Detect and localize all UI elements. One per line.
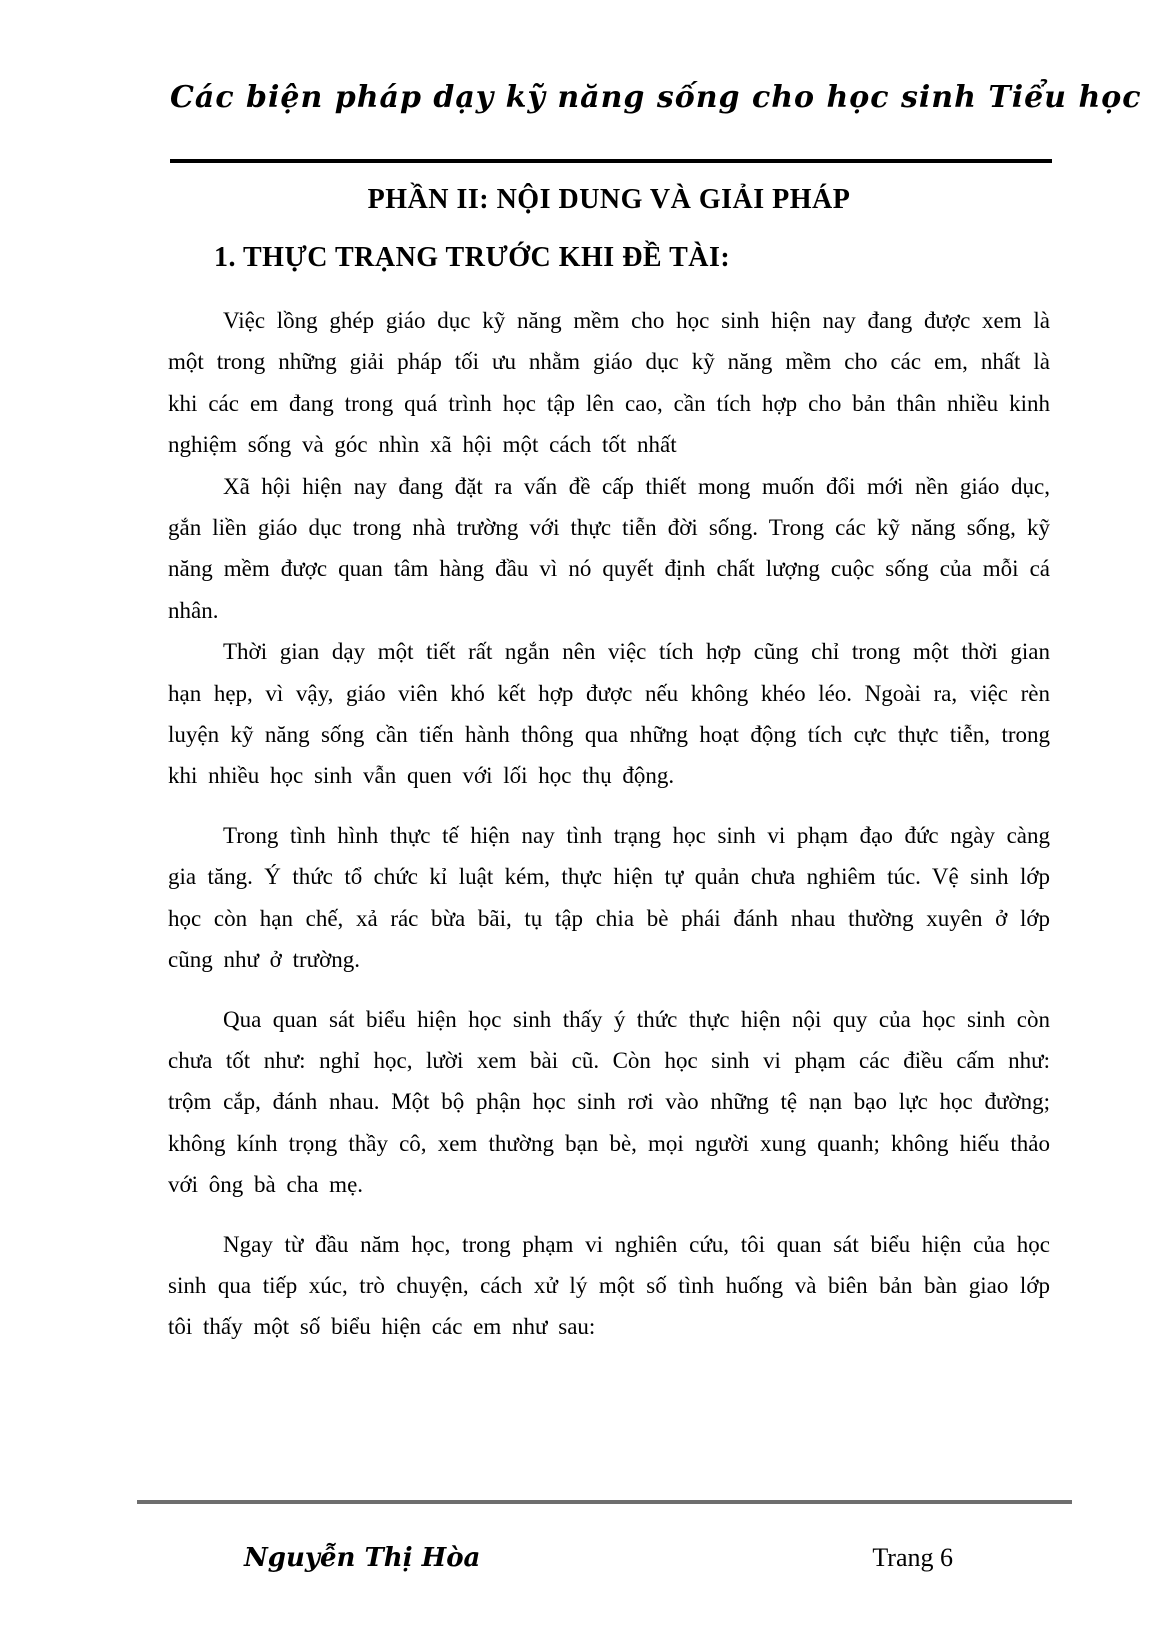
- body-paragraph: Việc lồng ghép giáo dục kỹ năng mềm cho học sinh hiện nay đang được xem là một trong những giải pháp tối ưu nhằm giáo dục kỹ năng mềm cho các em, nhất là khi các em đang trong quá trình học tập lên cao, cần tích hợp cho bản thân nhiều kinh nghiệm sống và góc nhìn xã hội một cách tốt nhất: [168, 308, 1050, 458]
- header-divider: [170, 159, 1052, 163]
- body-paragraph: Ngay từ đầu năm học, trong phạm vi nghiên cứu, tôi quan sát biểu hiện của học sinh qua tiếp xúc, trò chuyện, cách xử lý một số tình huống và biên bản bàn giao lớp tôi thấy một số biểu hiện các em như sau:: [168, 1231, 1050, 1340]
- body-paragraph: Thời gian dạy một tiết rất ngắn nên việc tích hợp cũng chỉ trong một thời gian hạn hẹp, vì vậy, giáo viên khó kết hợp được nếu không khéo léo. Ngoài ra, việc rèn luyện kỹ năng sống cần tiến hành thông qua những hoạt động tích cực thực tiễn, trong khi nhiều học sinh vẫn quen với lối học thụ động.: [168, 639, 1050, 789]
- page-footer: [168, 1543, 1050, 1573]
- document-body: [168, 176, 1050, 1348]
- footer-page-number: Trang 6: [872, 1543, 953, 1572]
- section-heading: 1. THỰC TRẠNG TRƯỚC KHI ĐỀ TÀI:: [214, 242, 731, 273]
- body-paragraph: Xã hội hiện nay đang đặt ra vấn đề cấp thiết mong muốn đổi mới nền giáo dục, gắn liền giáo dục trong nhà trường với thực tiễn đời sống. Trong các kỹ năng sống, kỹ năng mềm được quan tâm hàng đầu vì nó quyết định chất lượng cuộc sống của mỗi cá nhân.: [168, 473, 1050, 623]
- body-paragraph: Qua quan sát biểu hiện học sinh thấy ý thức thực hiện nội quy của học sinh còn chưa tốt như: nghỉ học, lười xem bài cũ. Còn học sinh vi phạm các điều cấm như: trộm cắp, đánh nhau. Một bộ phận học sinh rơi vào những tệ nạn bạo lực học đường; không kính trọng thầy cô, xem thường bạn bè, mọi người xung quanh; không hiếu thảo với ông bà cha mẹ.: [168, 1006, 1050, 1198]
- footer-divider: [137, 1500, 1072, 1504]
- part-title: PHẦN II: NỘI DUNG VÀ GIẢI PHÁP: [367, 184, 851, 215]
- footer-author: Nguyễn Thị Hòa: [244, 1543, 481, 1573]
- body-paragraph: Trong tình hình thực tế hiện nay tình trạng học sinh vi phạm đạo đức ngày càng gia tăng. Ý thức tổ chức kỉ luật kém, thực hiện tự quản chưa nghiêm túc. Vệ sinh lớp học còn hạn chế, xả rác bừa bãi, tụ tập chia bè phái đánh nhau thường xuyên ở lớp cũng như ở trường.: [168, 822, 1050, 973]
- running-header-title: Các biện pháp dạy kỹ năng sống cho học sinh Tiểu học: [170, 80, 1142, 115]
